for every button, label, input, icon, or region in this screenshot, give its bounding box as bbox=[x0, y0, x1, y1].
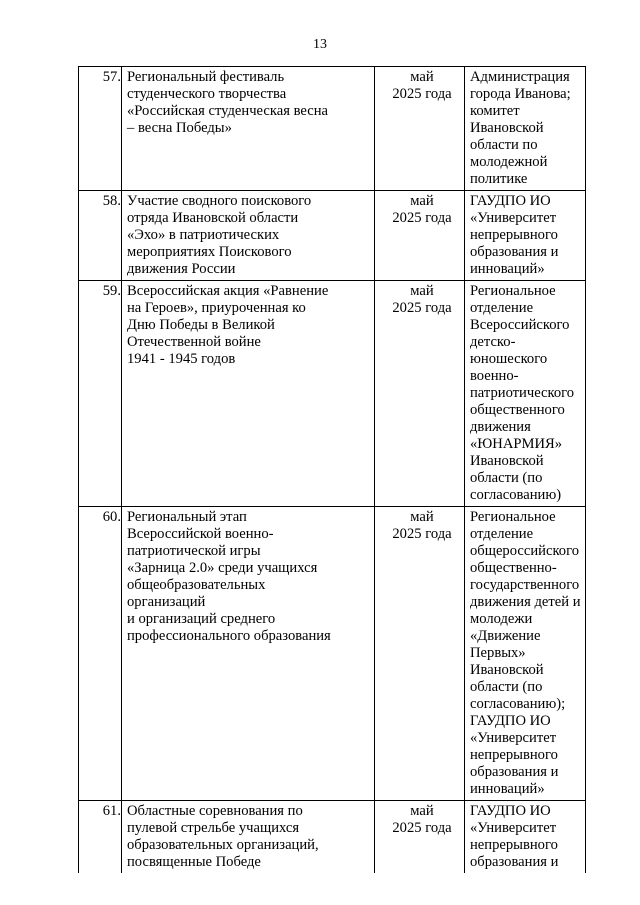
responsible-party: ГАУДПО ИО «Университет непрерывного образования и bbox=[465, 801, 586, 874]
event-name: Региональный фестиваль студенческого творчества «Российская студенческая весна – весна Победы» bbox=[122, 67, 375, 191]
page-number: 13 bbox=[313, 37, 327, 52]
event-date: май 2025 года bbox=[375, 507, 465, 801]
row-number: 61. bbox=[79, 801, 122, 874]
table-row bbox=[79, 191, 586, 281]
table-row bbox=[79, 281, 586, 507]
row-number: 60. bbox=[79, 507, 122, 801]
event-name: Областные соревнования по пулевой стрельбе учащихся образовательных организаций, посвященные Победе bbox=[122, 801, 375, 874]
responsible-party: Администрация города Иванова; комитет Ивановской области по молодежной политике bbox=[465, 67, 586, 191]
responsible-party: ГАУДПО ИО «Университет непрерывного образования и инноваций» bbox=[465, 191, 586, 281]
event-name: Участие сводного поискового отряда Ивановской области «Эхо» в патриотических мероприятиях Поискового движения России bbox=[122, 191, 375, 281]
responsible-party: Региональное отделение Всероссийского детско- юношеского военно- патриотического общественного движения «ЮНАРМИЯ» Ивановской области (по согласованию) bbox=[465, 281, 586, 507]
table-row bbox=[79, 801, 586, 874]
event-date: май 2025 года bbox=[375, 281, 465, 507]
row-number: 59. bbox=[79, 281, 122, 507]
responsible-party: Региональное отделение общероссийского общественно- государственного движения детей и молодежи «Движение Первых» Ивановской области (по согласованию); ГАУДПО ИО «Университет непрерывного образования и инноваций» bbox=[465, 507, 586, 801]
events-table bbox=[78, 66, 586, 873]
event-date: май 2025 года bbox=[375, 191, 465, 281]
event-name: Региональный этап Всероссийской военно- патриотической игры «Зарница 2.0» среди учащихся общеобразовательных организаций и организаций среднего профессионального образования bbox=[122, 507, 375, 801]
event-name: Всероссийская акция «Равнение на Героев», приуроченная ко Дню Победы в Великой Отечественной войне 1941 - 1945 годов bbox=[122, 281, 375, 507]
table-row bbox=[79, 67, 586, 191]
table-row bbox=[79, 507, 586, 801]
event-date: май 2025 года bbox=[375, 801, 465, 874]
row-number: 58. bbox=[79, 191, 122, 281]
row-number: 57. bbox=[79, 67, 122, 191]
event-date: май 2025 года bbox=[375, 67, 465, 191]
